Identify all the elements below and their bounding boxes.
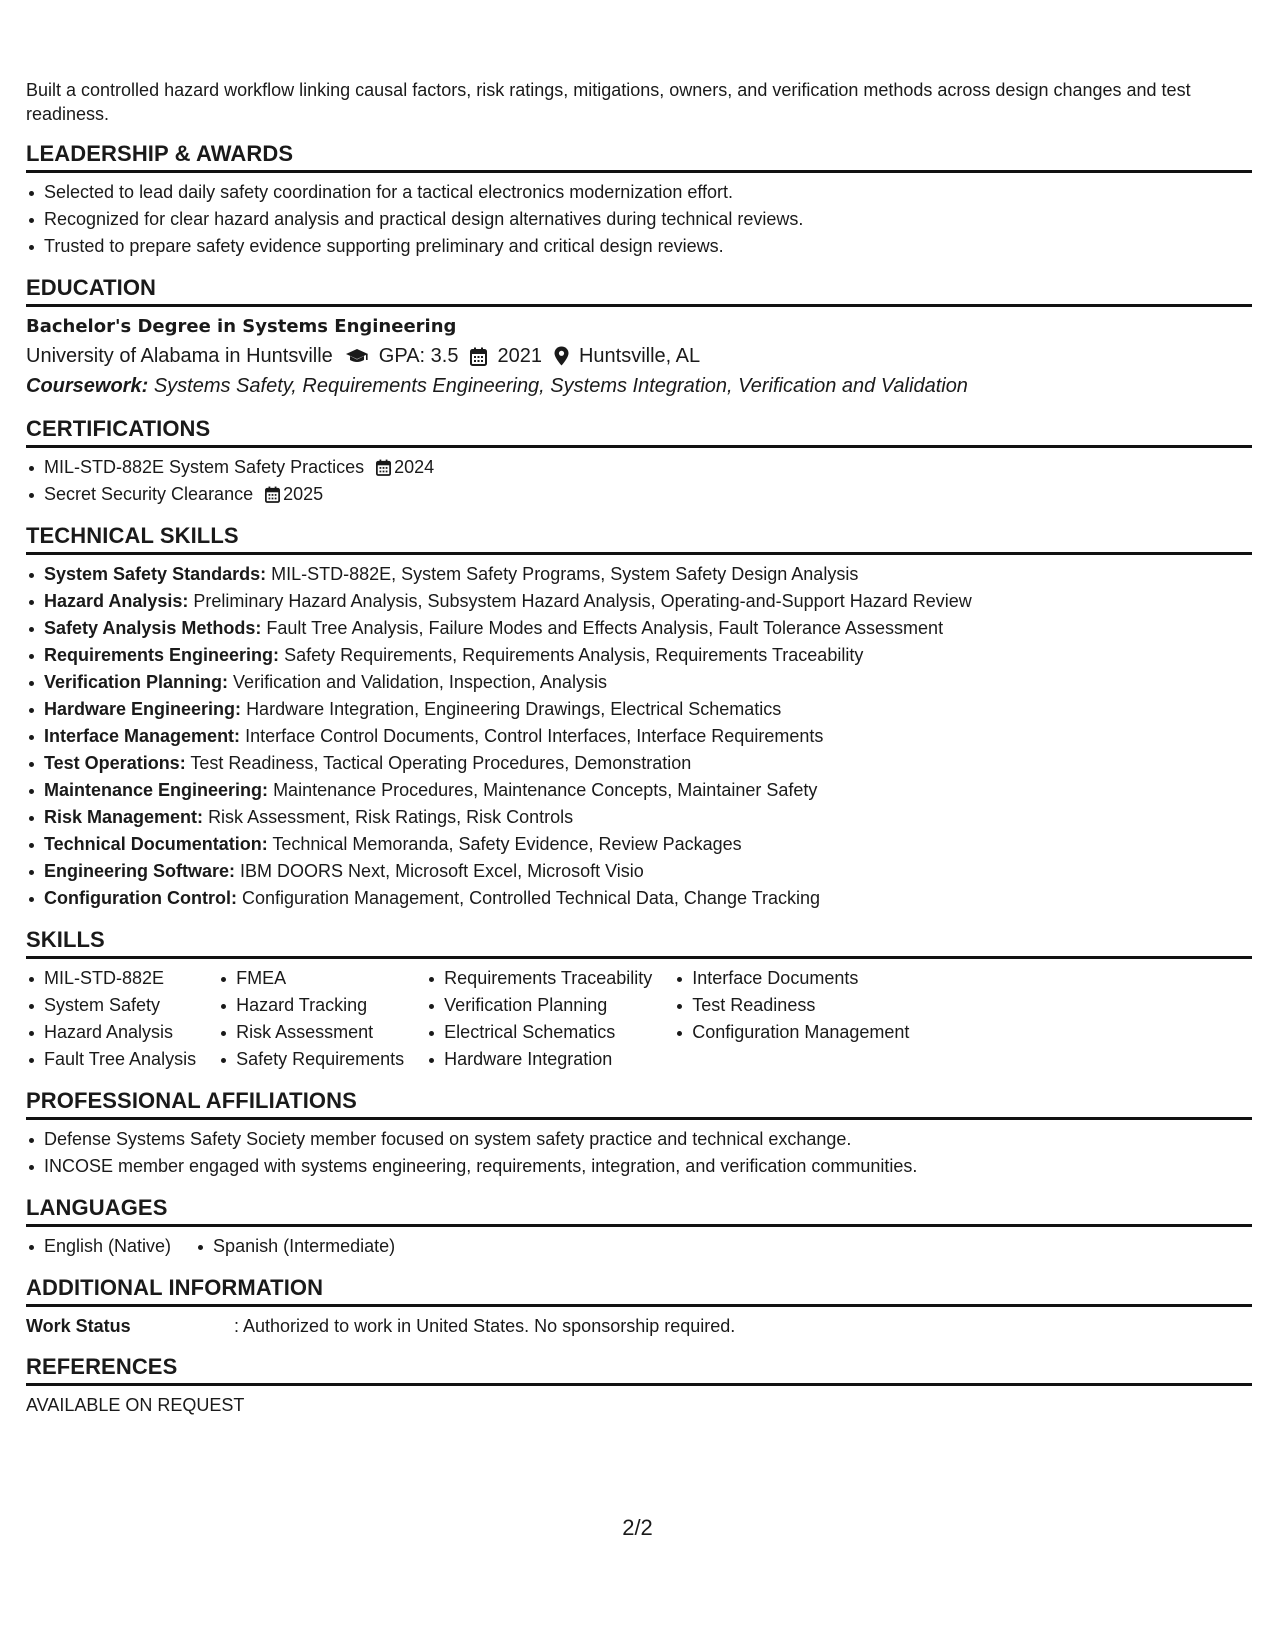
list-item <box>26 696 1252 723</box>
skill-category-values: Safety Requirements, Requirements Analysis, Requirements Traceability <box>284 645 864 665</box>
list-item <box>26 777 1252 804</box>
skill-category-label: Technical Documentation: <box>44 834 268 854</box>
list-item <box>26 642 1252 669</box>
map-pin-icon <box>554 346 569 366</box>
list-item: Safety Requirements <box>218 1046 404 1073</box>
list-item: Hazard Tracking <box>218 992 404 1019</box>
resume-page <box>26 78 1252 1432</box>
list-item <box>26 885 1252 912</box>
skill-category-values: Hardware Integration, Engineering Drawings, Electrical Schematics <box>246 699 782 719</box>
certification-name: MIL-STD-882E System Safety Practices <box>44 457 365 477</box>
skill-category-label: Verification Planning: <box>44 672 229 692</box>
school-name: University of Alabama in Huntsville <box>26 345 333 367</box>
calendar-icon <box>376 459 391 476</box>
list-item: Requirements Traceability <box>426 965 652 992</box>
list-item <box>26 588 1252 615</box>
coursework-line <box>26 371 1252 401</box>
skills-column <box>674 965 909 1073</box>
list-item <box>26 561 1252 588</box>
list-item: FMEA <box>218 965 404 992</box>
languages-list <box>26 1233 1252 1260</box>
skill-category-label: Hardware Engineering: <box>44 699 242 719</box>
list-item: System Safety <box>26 992 196 1019</box>
skills-grid <box>26 965 1252 1073</box>
list-item: Recognized for clear hazard analysis and practical design alternatives during technical reviews. <box>26 206 1252 233</box>
skill-category-values: Test Readiness, Tactical Operating Procedures, Demonstration <box>190 753 692 773</box>
skill-category-values: Preliminary Hazard Analysis, Subsystem Hazard Analysis, Operating-and-Support Hazard Review <box>193 591 972 611</box>
additional-info-section <box>26 1274 1252 1339</box>
work-status-row <box>26 1313 1252 1339</box>
skill-category-values: Configuration Management, Controlled Technical Data, Change Tracking <box>241 888 820 908</box>
certifications-section <box>26 415 1252 508</box>
coursework-label: Coursework: <box>26 375 149 397</box>
gpa: GPA: 3.5 <box>378 345 459 367</box>
list-item: Defense Systems Safety Society member focused on system safety practice and technical exchange. <box>26 1126 1252 1153</box>
list-item <box>26 804 1252 831</box>
list-item: Electrical Schematics <box>426 1019 652 1046</box>
skill-category-values: Fault Tree Analysis, Failure Modes and Effects Analysis, Fault Tolerance Assessment <box>266 618 944 638</box>
skill-category-values: MIL-STD-882E, System Safety Programs, System Safety Design Analysis <box>271 564 859 584</box>
skill-category-values: Maintenance Procedures, Maintenance Concepts, Maintainer Safety <box>273 780 818 800</box>
list-item: Fault Tree Analysis <box>26 1046 196 1073</box>
list-item <box>26 858 1252 885</box>
certification-name: Secret Security Clearance <box>44 484 254 504</box>
work-status-label: Work Status <box>26 1316 131 1336</box>
list-item <box>26 481 1252 508</box>
calendar-icon <box>470 347 487 366</box>
section-heading-references: REFERENCES <box>26 1353 1252 1386</box>
section-heading-technical-skills: TECHNICAL SKILLS <box>26 522 1252 555</box>
list-item: Configuration Management <box>674 1019 909 1046</box>
affiliations-section <box>26 1087 1252 1180</box>
list-item: Interface Documents <box>674 965 909 992</box>
page-number: 2/2 <box>622 1515 653 1540</box>
list-item: MIL-STD-882E <box>26 965 196 992</box>
work-status-value: : Authorized to work in United States. No sponsorship required. <box>234 1316 736 1336</box>
skill-category-values: IBM DOORS Next, Microsoft Excel, Microsoft Visio <box>240 861 644 881</box>
list-item <box>26 831 1252 858</box>
list-item: INCOSE member engaged with systems engineering, requirements, integration, and verification communities. <box>26 1153 1252 1180</box>
list-item <box>26 615 1252 642</box>
list-item: Spanish (Intermediate) <box>195 1233 395 1260</box>
degree-title: Bachelor's Degree in Systems Engineering <box>26 316 457 337</box>
references-section <box>26 1353 1252 1418</box>
skill-category-values: Risk Assessment, Risk Ratings, Risk Controls <box>208 807 574 827</box>
skills-section <box>26 926 1252 1073</box>
list-item <box>26 723 1252 750</box>
skill-category-label: Engineering Software: <box>44 861 236 881</box>
list-item: Verification Planning <box>426 992 652 1019</box>
skill-category-values: Interface Control Documents, Control Interfaces, Interface Requirements <box>245 726 824 746</box>
references-text: AVAILABLE ON REQUEST <box>26 1395 245 1415</box>
skill-category-label: System Safety Standards: <box>44 564 267 584</box>
list-item: Selected to lead daily safety coordination for a tactical electronics modernization effort. <box>26 179 1252 206</box>
list-item: Risk Assessment <box>218 1019 404 1046</box>
skill-category-label: Interface Management: <box>44 726 241 746</box>
certification-year: 2025 <box>283 484 324 504</box>
skill-category-label: Test Operations: <box>44 753 186 773</box>
section-heading-affiliations: PROFESSIONAL AFFILIATIONS <box>26 1087 1252 1120</box>
list-item: Hardware Integration <box>426 1046 652 1073</box>
section-heading-languages: LANGUAGES <box>26 1194 1252 1227</box>
graduation-year: 2021 <box>497 345 542 367</box>
leadership-list <box>26 179 1252 260</box>
skill-category-values: Verification and Validation, Inspection, Analysis <box>233 672 607 692</box>
certifications-list <box>26 454 1252 508</box>
skill-category-values: Technical Memoranda, Safety Evidence, Review Packages <box>272 834 742 854</box>
skill-category-label: Risk Management: <box>44 807 204 827</box>
affiliations-list <box>26 1126 1252 1180</box>
languages-section <box>26 1194 1252 1260</box>
section-heading-leadership: LEADERSHIP & AWARDS <box>26 140 1252 173</box>
list-item <box>26 454 1252 481</box>
skills-column <box>218 965 404 1073</box>
skill-category-label: Requirements Engineering: <box>44 645 280 665</box>
skill-category-label: Configuration Control: <box>44 888 237 908</box>
section-heading-skills: SKILLS <box>26 926 1252 959</box>
education-details <box>26 341 1252 371</box>
skills-column <box>426 965 652 1073</box>
skill-category-label: Maintenance Engineering: <box>44 780 269 800</box>
graduation-cap-icon <box>345 347 369 365</box>
technical-skills-list <box>26 561 1252 912</box>
skill-category-label: Safety Analysis Methods: <box>44 618 262 638</box>
skill-category-label: Hazard Analysis: <box>44 591 189 611</box>
education-section <box>26 274 1252 401</box>
list-item <box>26 669 1252 696</box>
technical-skills-section <box>26 522 1252 912</box>
skills-column <box>26 965 196 1073</box>
intro-paragraph: Built a controlled hazard workflow linking causal factors, risk ratings, mitigations, owners, and verification methods across design changes and test readiness. <box>26 80 1191 124</box>
section-heading-certifications: CERTIFICATIONS <box>26 415 1252 448</box>
list-item: Hazard Analysis <box>26 1019 196 1046</box>
section-heading-additional-info: ADDITIONAL INFORMATION <box>26 1274 1252 1307</box>
calendar-icon <box>265 486 280 503</box>
list-item: Trusted to prepare safety evidence supporting preliminary and critical design reviews. <box>26 233 1252 260</box>
list-item: English (Native) <box>26 1233 171 1260</box>
list-item <box>26 750 1252 777</box>
certification-year: 2024 <box>394 457 435 477</box>
location: Huntsville, AL <box>578 345 701 367</box>
coursework-text: Systems Safety, Requirements Engineering, Systems Integration, Verification and Validation <box>153 375 968 397</box>
leadership-section <box>26 140 1252 260</box>
section-heading-education: EDUCATION <box>26 274 1252 307</box>
list-item: Test Readiness <box>674 992 909 1019</box>
